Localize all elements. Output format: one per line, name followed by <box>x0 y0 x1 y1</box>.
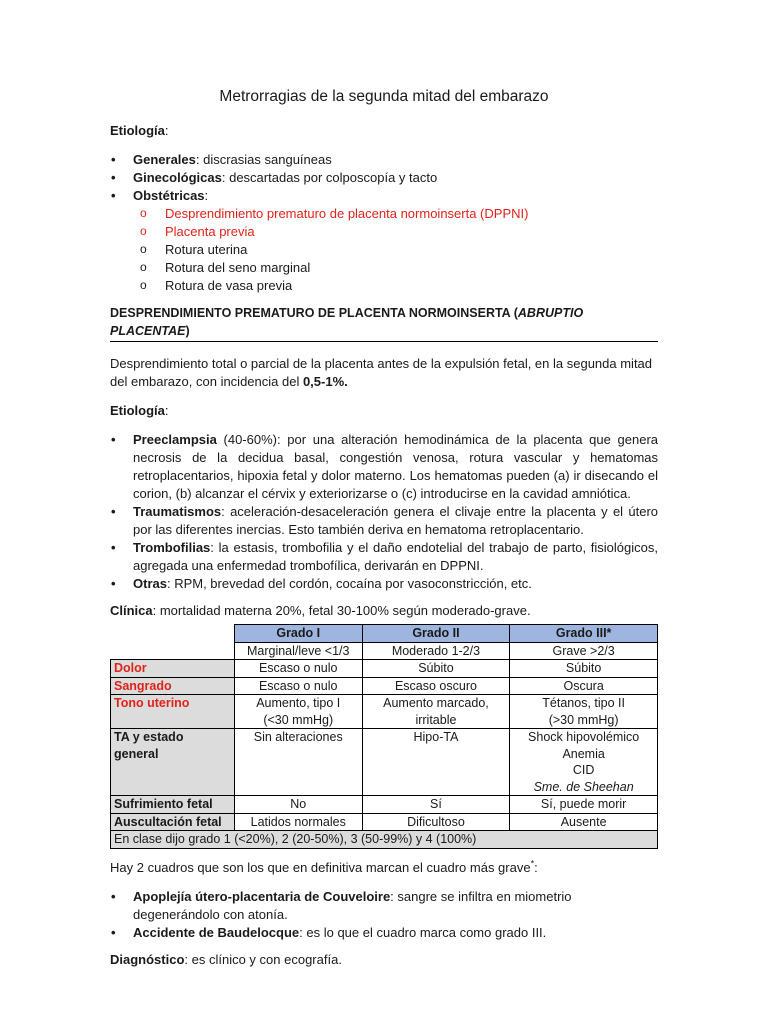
table-header-row <box>111 625 658 643</box>
list-item-label: Apoplejía útero-placentaria de Couveloire <box>133 888 391 904</box>
table-row <box>111 813 658 831</box>
sublist-item: o Rotura del seno marginal <box>133 259 658 277</box>
table-subheader-cell: Moderado 1-2/3 <box>362 642 510 660</box>
table-cell: Ausente <box>510 813 658 831</box>
list-item-text: : RPM, brevedad del cordón, cocaína por vasoconstricción, etc. <box>166 576 532 591</box>
etiologia2-heading-colon: : <box>164 403 169 418</box>
clinica-paragraph <box>110 602 658 620</box>
table-cell: Escaso o nulo <box>234 660 362 678</box>
diagnostico-label: Diagnóstico <box>110 951 185 967</box>
table-cell: Hipo-TA <box>362 729 510 796</box>
table-row <box>111 729 658 796</box>
table-cell: Dificultoso <box>362 813 510 831</box>
sublist-item: o Rotura uterina <box>133 241 658 259</box>
list-item <box>110 169 658 187</box>
table-row-label: Sufrimiento fetal <box>111 796 235 814</box>
cuadros-list <box>110 888 658 942</box>
definition-paragraph <box>110 355 658 391</box>
list-item-text: : la estasis, trombofilia y el daño endotelial del trabajo de parto, fisiológicos, agregada una enfermedad trombofílica, derivarán en DPPNI. <box>133 540 658 573</box>
list-item-text: : discrasias sanguíneas <box>195 152 332 167</box>
etiologia-heading-colon: : <box>164 123 169 138</box>
list-item-text: : aceleración-desaceleración genera el clivaje entre la placenta y el útero por las diferentes inercias. Esto también deriva en hematoma retroplacentario. <box>133 504 658 537</box>
list-item-label: Generales <box>133 152 196 167</box>
definition-bold: 0,5-1%. <box>302 374 348 389</box>
table-cell: Sin alteraciones <box>234 729 362 796</box>
list-item <box>110 503 658 539</box>
table-row <box>111 677 658 695</box>
list-item-label: Ginecológicas <box>133 170 222 185</box>
table-cell: Shock hipovolémico Anemia CID <box>528 730 640 777</box>
table-cell: Súbito <box>510 660 658 678</box>
table-cell-italic: Sme. de Sheehan <box>533 779 634 794</box>
table-row-label: Dolor <box>111 660 235 678</box>
table-row-label: Auscultación fetal <box>111 813 235 831</box>
list-item <box>110 151 658 169</box>
diagnostico-paragraph <box>110 951 658 969</box>
page-title: Metrorragias de la segunda mitad del embarazo <box>219 88 549 105</box>
etiologia-heading <box>110 122 658 140</box>
list-item-label: Traumatismos <box>133 504 222 519</box>
table-cell: Escaso o nulo <box>234 677 362 695</box>
list-item-label: Preeclampsia <box>133 432 217 447</box>
list-item-text: : <box>204 188 209 203</box>
section-heading-italic: ABRUPTIO PLACENTAE <box>110 306 584 338</box>
cuadros-intro-text: Hay 2 cuadros que son los que en definitiva marcan el cuadro más grave <box>110 859 531 875</box>
list-item <box>110 924 658 942</box>
cuadros-intro-sup: * <box>530 858 535 869</box>
list-item <box>110 187 658 295</box>
list-item-label: Obstétricas <box>133 188 205 203</box>
definition-text: Desprendimiento total o parcial de la placenta antes de la expulsión fetal, en la segunda mitad del embarazo, con incidencia del <box>110 356 653 389</box>
list-item-text: : descartadas por colposcopía y tacto <box>221 170 438 185</box>
table-footer-row <box>111 831 658 849</box>
obstetricas-sublist <box>133 205 658 295</box>
etiologia-heading-label: Etiología <box>110 123 165 138</box>
etiologia2-heading-label: Etiología <box>110 403 165 418</box>
table-header-cell: Grado I <box>234 625 362 643</box>
sublist-item: o Rotura de vasa previa <box>133 277 658 295</box>
list-item <box>110 431 658 503</box>
table-corner <box>111 642 235 660</box>
sublist-item: o Desprendimiento prematuro de placenta normoinserta (DPPNI) <box>133 205 658 223</box>
list-item-label: Trombofilias <box>133 540 211 555</box>
table-cell: Aumento, tipo I (<30 mmHg) <box>234 695 362 729</box>
list-item-text: : sangre se infiltra en miometrio degenerándolo con atonía. <box>133 888 572 922</box>
table-cell: No <box>234 796 362 814</box>
table-cell: Sí <box>362 796 510 814</box>
section-heading-text: DESPRENDIMIENTO PREMATURO DE PLACENTA NORMOINSERTA ( <box>110 306 518 320</box>
etiologia2-list <box>110 431 658 593</box>
etiologia2-heading <box>110 402 658 420</box>
table-row <box>111 695 658 729</box>
table-header-cell: Grado III* <box>510 625 658 643</box>
list-item <box>110 575 658 593</box>
table-row <box>111 796 658 814</box>
table-cell: Tétanos, tipo II (>30 mmHg) <box>510 695 658 729</box>
table-corner <box>111 625 235 643</box>
cuadros-intro-end: : <box>534 859 538 875</box>
cuadros-intro <box>110 859 658 877</box>
list-item-label: Otras <box>133 576 167 591</box>
diagnostico-text: : es clínico y con ecografía. <box>184 951 342 967</box>
table-cell: Súbito <box>362 660 510 678</box>
table-cell: Aumento marcado, irritable <box>362 695 510 729</box>
table-subheader-row <box>111 642 658 660</box>
table-subheader-cell: Grave >2/3 <box>510 642 658 660</box>
table-subheader-cell: Marginal/leve <1/3 <box>234 642 362 660</box>
grades-table <box>110 624 658 849</box>
table-row-label: Sangrado <box>111 677 235 695</box>
table-footer: En clase dijo grado 1 (<20%), 2 (20-50%), 3 (50-99%) y 4 (100%) <box>111 831 658 849</box>
table-header-cell: Grado II <box>362 625 510 643</box>
table-cell-group <box>510 729 658 796</box>
table-row <box>111 660 658 678</box>
list-item <box>110 539 658 575</box>
table-cell: Latidos normales <box>234 813 362 831</box>
list-item-label: Accidente de Baudelocque <box>133 924 300 940</box>
table-row-label: TA y estado general <box>111 729 235 796</box>
table-cell: Oscura <box>510 677 658 695</box>
table-cell: Escaso oscuro <box>362 677 510 695</box>
list-item-text: : es lo que el cuadro marca como grado III. <box>299 924 547 940</box>
table-cell: Sí, puede morir <box>510 796 658 814</box>
sublist-item: o Placenta previa <box>133 223 658 241</box>
table-row-label: Tono uterino <box>111 695 235 729</box>
clinica-label: Clínica <box>110 603 153 618</box>
etiologia-list <box>110 151 658 295</box>
list-item <box>110 888 658 924</box>
section-heading-close: ) <box>185 324 190 338</box>
list-item-text: (40-60%): por una alteración hemodinámica de la placenta que genera necrosis de la decidua basal, congestión venosa, rotura vascular y hematomas retroplacentarios, hipoxia fetal y dolor materno. Los hematomas pueden (a) ir disecando el corion, (b) alcanzar el cérvix y exteriorizarse o (c) introducirse en la cavidad amniótica. <box>133 432 658 501</box>
section-heading <box>110 304 658 342</box>
clinica-text: : mortalidad materna 20%, fetal 30-100% según moderado-grave. <box>152 603 531 618</box>
